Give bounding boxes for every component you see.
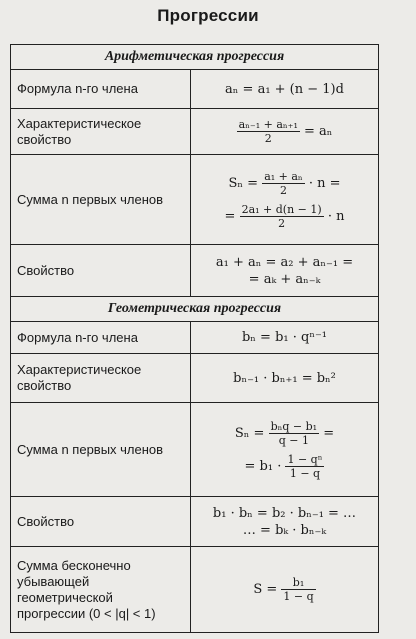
fraction-numerator: aₙ₋₁ + aₙ₊₁ (238, 118, 298, 131)
formula-line: bₙ = b₁ · qⁿ⁻¹ (241, 330, 328, 345)
formula-cell (191, 70, 379, 109)
formula-line (197, 453, 372, 480)
fraction-denominator: q − 1 (278, 433, 309, 447)
table-row (11, 497, 379, 547)
formula-line: = aₖ + aₙ₋ₖ (248, 271, 321, 287)
formula-line (197, 203, 372, 230)
row-label: Характеристическое свойство (11, 109, 191, 155)
formula-text: Sₙ = (228, 175, 259, 191)
row-label: Сумма бесконечно убывающей геометрической прогрессии (0 < |q| < 1) (11, 547, 191, 633)
table-row (11, 45, 379, 70)
formula-text: = b₁ · (244, 458, 282, 474)
fraction (237, 118, 300, 145)
section-header-arithmetic: Арифметическая прогрессия (11, 45, 379, 70)
row-label: Формула n-го члена (11, 322, 191, 354)
formula-text: · n (327, 208, 345, 224)
formula-cell (191, 109, 379, 155)
formula-line: b₁ · bₙ = b₂ · bₙ₋₁ = … (212, 505, 357, 521)
row-label: Сумма n первых членов (11, 155, 191, 245)
table-row (11, 322, 379, 354)
table-row (11, 109, 379, 155)
formula-line: … = bₖ · bₙ₋ₖ (242, 522, 327, 538)
fraction-denominator: 2 (264, 132, 272, 145)
fraction-denominator: 1 − q (289, 466, 321, 480)
row-label: Сумма n первых членов (11, 403, 191, 497)
formula-cell (191, 354, 379, 403)
fraction (281, 576, 315, 603)
fraction-numerator: bₙq − b₁ (270, 419, 318, 433)
fraction (240, 203, 324, 230)
formula-cell (191, 403, 379, 497)
formula-line (197, 170, 372, 197)
formula-text: = (323, 425, 335, 441)
row-label: Характеристическое свойство (11, 354, 191, 403)
formula-line: bₙ₋₁ · bₙ₊₁ = bₙ² (233, 370, 336, 386)
table-row (11, 547, 379, 633)
row-label: Свойство (11, 245, 191, 297)
formula-cell (191, 322, 379, 354)
row-label: Формула n-го члена (11, 70, 191, 109)
formula-text: Sₙ = (234, 425, 265, 441)
table-row (11, 245, 379, 297)
fraction-denominator: 1 − q (283, 590, 314, 603)
fraction (285, 453, 324, 480)
formula-cell (191, 245, 379, 297)
formula-text: = aₙ (304, 124, 333, 139)
formula-text: = (224, 208, 236, 224)
fraction (262, 170, 305, 197)
row-label: Свойство (11, 497, 191, 547)
page-title: Прогрессии (157, 6, 259, 25)
formula-line: a₁ + aₙ = a₂ + aₙ₋₁ = (215, 254, 354, 270)
formula-cell (191, 547, 379, 633)
formula-line: aₙ = a₁ + (n − 1)d (225, 81, 344, 97)
table-row (11, 354, 379, 403)
formula-text: · n = (308, 175, 341, 191)
formula-text: S = (253, 582, 278, 597)
section-header-geometric: Геометрическая прогрессия (11, 297, 379, 322)
table-row (11, 297, 379, 322)
formula-line (197, 420, 372, 447)
fraction-numerator: 2a₁ + d(n − 1) (241, 202, 322, 216)
table-row (11, 155, 379, 245)
progressions-table (10, 44, 379, 633)
fraction-denominator: 2 (279, 183, 287, 197)
fraction-numerator: a₁ + aₙ (264, 169, 303, 183)
fraction-numerator: b₁ (281, 576, 315, 590)
fraction-numerator: 1 − qⁿ (287, 452, 323, 466)
formula-cell (191, 497, 379, 547)
table-row (11, 70, 379, 109)
fraction (269, 420, 320, 447)
table-row (11, 403, 379, 497)
formula-cell (191, 155, 379, 245)
fraction-denominator: 2 (278, 216, 286, 230)
